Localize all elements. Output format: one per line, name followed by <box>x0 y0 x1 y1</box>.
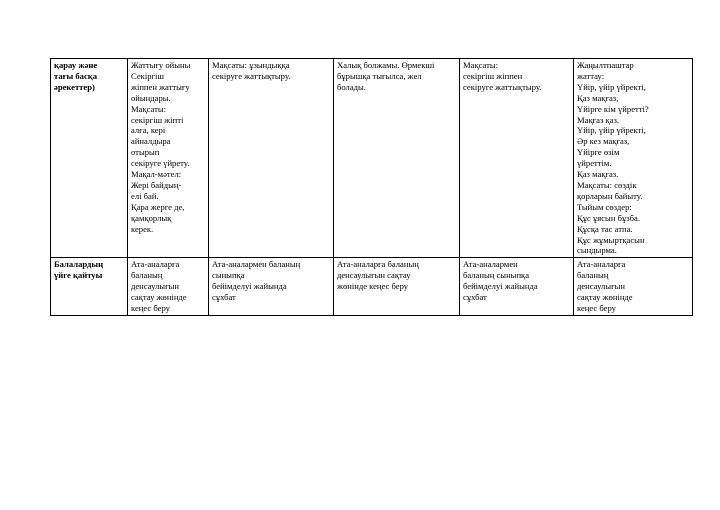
table-cell <box>574 258 693 316</box>
cell-text-line: сақтау жөнінде <box>577 292 633 303</box>
cell-text-line: Жері байдың- <box>131 179 182 190</box>
cell-text-line: денсаулығын <box>577 281 625 292</box>
cell-text-line: керек. <box>131 223 154 234</box>
cell-text-line: сақтау жөнінде <box>131 292 187 303</box>
table-row <box>51 258 693 316</box>
cell-text-line: сұхбат <box>463 292 487 303</box>
cell-text-line: Ата-аналармен баланың <box>212 259 301 270</box>
table-cell <box>128 59 209 258</box>
cell-text-line: сыныпқа <box>212 270 245 281</box>
cell-text-line: бейімделуі жайында <box>463 281 538 292</box>
cell-text-line: Үйір, үйір үйректі, <box>577 81 646 92</box>
row-header-cell <box>51 59 128 258</box>
table-cell <box>460 59 574 258</box>
cell-text-line: Ата-аналарға <box>131 259 180 270</box>
cell-text-line: Құс жұмыртқасын <box>577 234 645 245</box>
row-header-line: Балалардың <box>54 259 104 270</box>
table-cell <box>460 258 574 316</box>
cell-text-line: сындырма. <box>577 245 617 256</box>
cell-text-line: баланың <box>577 270 609 281</box>
cell-text-line: Ата-аналармен <box>463 259 518 270</box>
cell-text-line: Жаңылтпаштар <box>577 60 634 70</box>
cell-text-line: Мақсаты: <box>131 103 167 114</box>
cell-text-line: Мақсаты: ұзындыққа <box>212 60 290 70</box>
cell-text-line: Мақал-мәтел: <box>131 169 182 180</box>
table-cell <box>334 258 460 316</box>
cell-text-line: денсаулығын сақтау <box>337 270 411 281</box>
cell-text-line: сұхбат <box>212 292 236 303</box>
schedule-table <box>50 58 693 316</box>
cell-text-line: ойындары. <box>131 92 171 103</box>
cell-text-line: секіруге жаттықтыру. <box>212 70 291 81</box>
cell-text-line: алға, кері <box>131 125 166 136</box>
cell-text-line: қорларын байыту. <box>577 190 643 201</box>
cell-text-line: Халық болжамы. Өрмекші <box>337 60 435 70</box>
cell-text-line: үйреттім. <box>577 158 612 169</box>
cell-text-line: жаттау: <box>577 70 605 81</box>
cell-text-line: секіргіш жіпті <box>131 114 184 125</box>
cell-text-line: секіргіш жіппен <box>463 70 523 81</box>
cell-text-line: елі бай. <box>131 190 159 201</box>
cell-text-line: Қара жерге де, <box>131 201 185 212</box>
row-header-cell <box>51 258 128 316</box>
table-cell <box>209 59 334 258</box>
cell-text-line: Мақсаты: <box>463 60 499 70</box>
cell-text-line: Құс ұясын бұзба. <box>577 212 640 223</box>
cell-text-line: Жаттығу ойыны <box>131 60 191 70</box>
cell-text-line: Тыйым сөздер: <box>577 201 632 212</box>
cell-text-line: қамқорлық <box>131 212 172 223</box>
cell-text-line: Мақсаты: сөздік <box>577 179 637 190</box>
cell-text-line: болады. <box>337 81 366 92</box>
cell-text-line: кеңес беру <box>131 302 170 313</box>
row-header-line: әрекеттер) <box>54 81 95 92</box>
table-row <box>51 59 693 258</box>
cell-text-line: баланың сыныпқа <box>463 270 530 281</box>
table-cell <box>574 59 693 258</box>
row-header-line: тағы басқа <box>54 70 98 81</box>
row-header-line: үйге қайтуы <box>54 270 103 281</box>
table-cell <box>334 59 460 258</box>
cell-text-line: Ата-аналарға баланың <box>337 259 419 270</box>
cell-text-line: жіппен жаттығу <box>131 81 190 92</box>
cell-text-line: баланың <box>131 270 163 281</box>
cell-text-line: бейімделуі жайында <box>212 281 287 292</box>
cell-text-line: Қаз мақғаз, <box>577 92 619 103</box>
schedule-body <box>51 59 693 316</box>
cell-text-line: айналдыра <box>131 136 171 147</box>
cell-text-line: Үйірге өзім <box>577 147 620 158</box>
cell-text-line: бұрышқа тығылса, жел <box>337 70 422 81</box>
cell-text-line: Үйір, үйір үйректі, <box>577 125 646 136</box>
cell-text-line: Ата-аналарға <box>577 259 626 270</box>
cell-text-line: денсаулығын <box>131 281 179 292</box>
cell-text-line: секіруге жаттықтыру. <box>463 81 542 92</box>
row-header-line: қарау және <box>54 60 98 70</box>
cell-text-line: Әр кез мақғаз, <box>577 136 630 147</box>
cell-text-line: кеңес беру <box>577 302 616 313</box>
cell-text-line: Құсқа тас атпа. <box>577 223 633 234</box>
cell-text-line: Мақғаз қаз. <box>577 114 620 125</box>
table-cell <box>128 258 209 316</box>
table-cell <box>209 258 334 316</box>
cell-text-line: Секіргіш <box>131 70 165 81</box>
cell-text-line: отырып <box>131 147 160 158</box>
cell-text-line: жөнінде кеңес беру <box>337 281 409 292</box>
cell-text-line: Қаз мақғаз. <box>577 169 619 180</box>
cell-text-line: секіруге үйрету. <box>131 158 190 169</box>
cell-text-line: Үйірге кім үйретті? <box>577 103 649 114</box>
